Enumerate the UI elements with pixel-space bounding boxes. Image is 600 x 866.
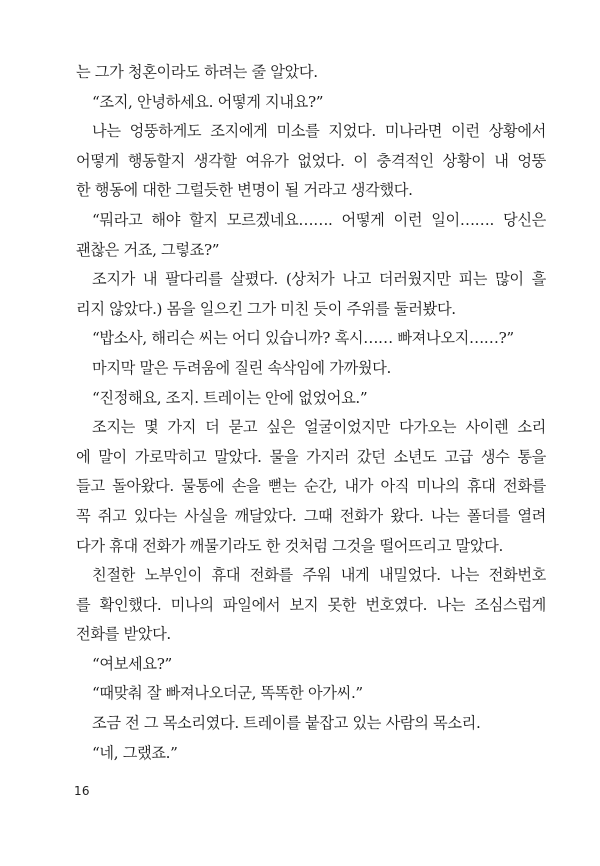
text-line-2: “조지, 안녕하세요. 어떻게 지내요?” (92, 92, 324, 111)
text-line-11: 마지막 말은 두려움에 질린 속삭임에 가까웠다. (92, 358, 391, 377)
text-line-24: “네, 그랬죠.” (92, 743, 178, 762)
text-line-6: “뭐라고 해야 할지 모르겠네요……. 어떻게 이런 일이……. 당신은 (92, 210, 546, 229)
text-line-5: 한 행동에 대한 그럴듯한 변명이 될 거라고 생각했다. (76, 181, 413, 200)
text-line-17: 다가 휴대 전화가 깨물기라도 한 것처럼 그것을 떨어뜨리고 말았다. (76, 536, 503, 555)
text-line-12: “진정해요, 조지. 트레이는 안에 없었어요.” (92, 388, 368, 407)
text-line-3: 나는 엉뚱하게도 조지에게 미소를 지었다. 미나라면 이런 상황에서 (92, 122, 546, 141)
text-line-9: 리지 않았다.) 몸을 일으킨 그가 미친 듯이 주위를 둘러봤다. (76, 299, 456, 318)
text-line-19: 를 확인했다. 미나의 파일에서 보지 못한 번호였다. 나는 조심스럽게 (76, 595, 546, 614)
text-line-21: “여보세요?” (92, 654, 172, 673)
text-line-22: “때맞춰 잘 빠져나오더군, 똑똑한 아가씨.” (92, 684, 363, 703)
text-line-20: 전화를 받았다. (76, 625, 171, 644)
text-line-13: 조지는 몇 가지 더 묻고 싶은 얼굴이었지만 다가오는 사이렌 소리 (92, 418, 546, 437)
text-line-4: 어떻게 행동할지 생각할 여유가 없었다. 이 충격적인 상황이 내 엉뚱 (76, 151, 546, 170)
text-line-15: 들고 돌아왔다. 물통에 손을 뻗는 순간, 내가 아직 미나의 휴대 전화를 (76, 477, 546, 496)
text-line-1: 는 그가 청혼이라도 하려는 줄 알았다. (76, 63, 318, 81)
page-number: 16 (74, 784, 90, 798)
text-line-18: 친절한 노부인이 휴대 전화를 주워 내게 내밀었다. 나는 전화번호 (92, 566, 546, 585)
text-line-23: 조금 전 그 목소리였다. 트레이를 붙잡고 있는 사람의 목소리. (92, 714, 481, 733)
text-line-7: 괜찮은 거죠, 그렇죠?” (76, 240, 220, 259)
text-line-10: “밥소사, 해리슨 씨는 어디 있습니까? 혹시…… 빠져나오지……?” (92, 329, 514, 348)
body-text (76, 58, 546, 768)
text-line-8: 조지가 내 팔다리를 살폈다. (상처가 나고 더러웠지만 피는 많이 흘 (92, 270, 546, 289)
text-line-14: 에 말이 가로막히고 말았다. 물을 가지러 갔던 소년도 고급 생수 통을 (76, 447, 546, 466)
text-line-16: 꼭 쥐고 있다는 사실을 깨달았다. 그때 전화가 왔다. 나는 폴더를 열려 (76, 506, 546, 525)
